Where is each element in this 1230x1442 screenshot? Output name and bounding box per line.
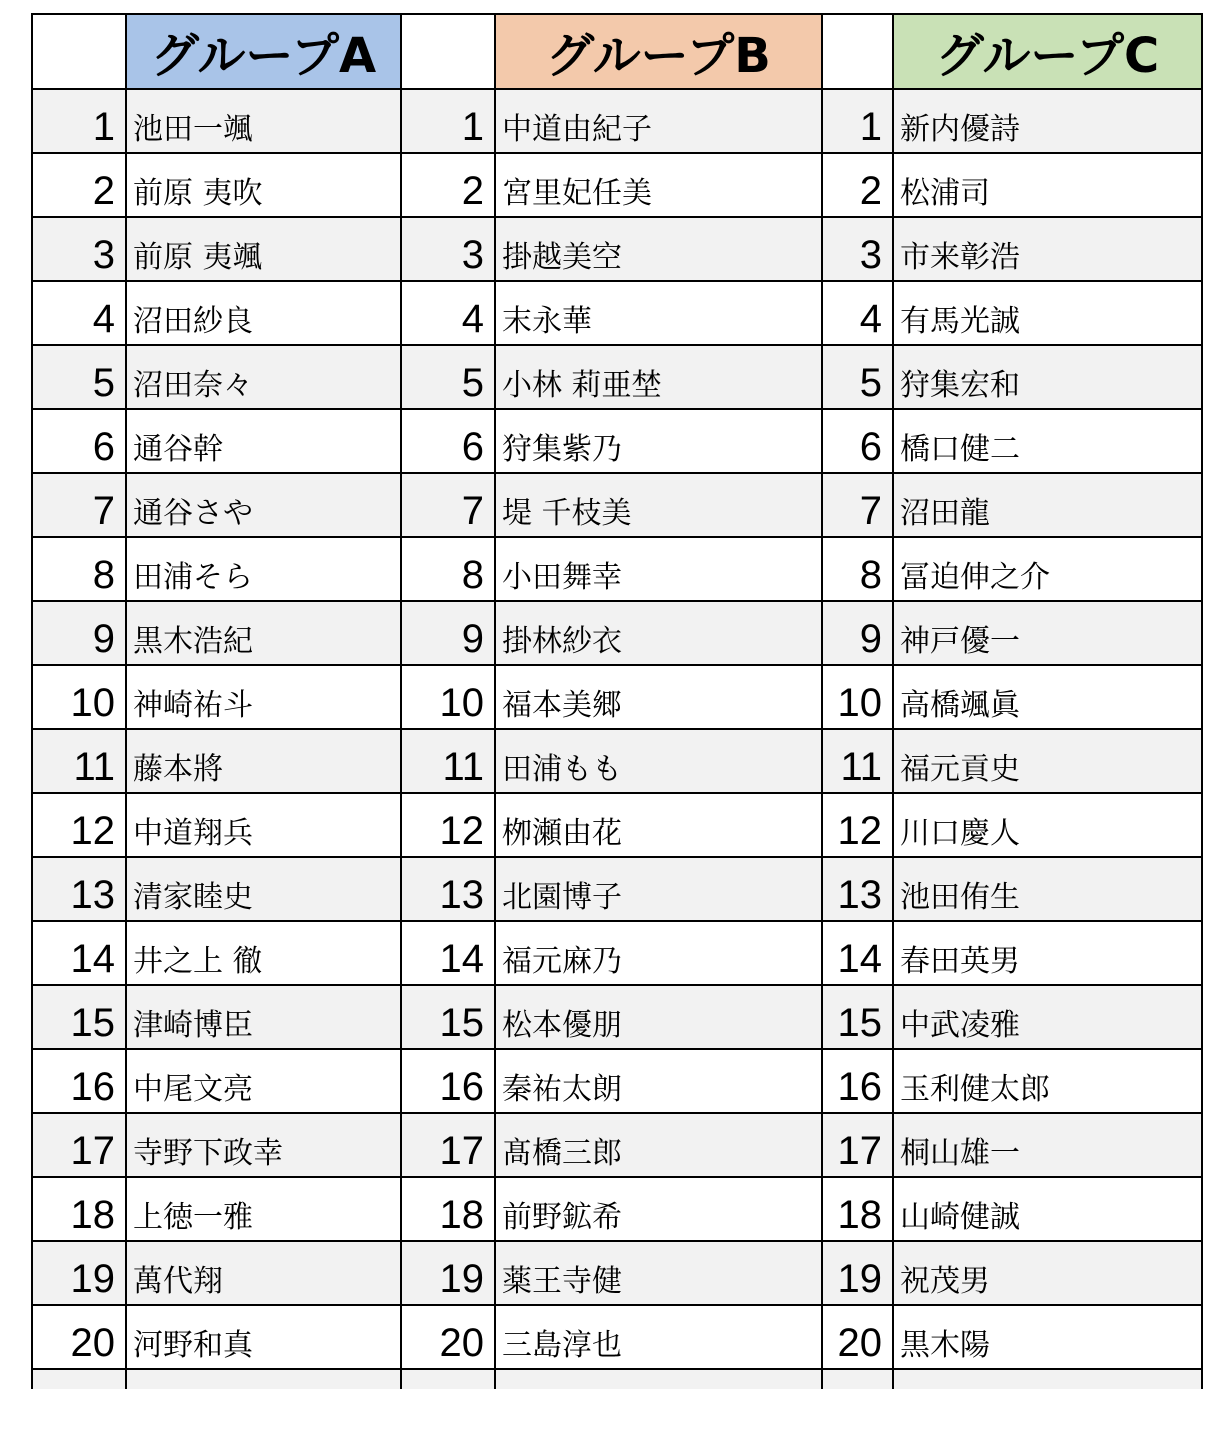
group-c-name-cell: 新内優詩	[893, 89, 1202, 153]
header-blank-cell-c	[822, 14, 893, 89]
group-b-number-cell: 20	[401, 1305, 495, 1369]
group-b-number-cell: 8	[401, 537, 495, 601]
group-c-name-cell: 黒木陽	[893, 1305, 1202, 1369]
group-c-name-cell: 山崎健誠	[893, 1177, 1202, 1241]
group-b-number-cell: 9	[401, 601, 495, 665]
table-row	[32, 473, 1202, 537]
group-b-name-cell: 小林 莉亜埜	[495, 345, 822, 409]
group-c-name-cell: 福元貢史	[893, 729, 1202, 793]
group-c-number-cell: 6	[822, 409, 893, 473]
group-c-name-cell: 沼田龍	[893, 473, 1202, 537]
group-c-name-cell: 市来彰浩	[893, 217, 1202, 281]
group-c-number-cell: 7	[822, 473, 893, 537]
group-a-name-cell: 津崎博臣	[126, 985, 401, 1049]
group-roster-table	[31, 13, 1203, 1389]
group-c-number-cell: 2	[822, 153, 893, 217]
group-c-number-cell: 3	[822, 217, 893, 281]
group-a-name-cell: 沼田紗良	[126, 281, 401, 345]
table-row	[32, 281, 1202, 345]
group-a-number-cell: 6	[32, 409, 126, 473]
group-b-name-cell: 三島淳也	[495, 1305, 822, 1369]
group-b-name-cell: 福元麻乃	[495, 921, 822, 985]
group-c-number-cell: 16	[822, 1049, 893, 1113]
group-c-name-cell: 冨迫伸之介	[893, 537, 1202, 601]
group-c-number-cell: 19	[822, 1241, 893, 1305]
group-a-number-cell: 9	[32, 601, 126, 665]
group-c-name-cell: 祝茂男	[893, 1241, 1202, 1305]
header-blank-cell-a	[32, 14, 126, 89]
group-a-number-cell: 17	[32, 1113, 126, 1177]
group-b-name-cell: 田浦もも	[495, 729, 822, 793]
table-row	[32, 1305, 1202, 1369]
group-a-name-cell: 藤本將	[126, 729, 401, 793]
group-c-name-cell: 神戸優一	[893, 601, 1202, 665]
group-a-name-cell: 通谷さや	[126, 473, 401, 537]
table-row	[32, 89, 1202, 153]
group-b-name-cell: 小田舞幸	[495, 537, 822, 601]
group-c-name-cell: 高橋颯眞	[893, 665, 1202, 729]
group-b-number-cell: 1	[401, 89, 495, 153]
group-c-number-cell: 12	[822, 793, 893, 857]
group-a-name-cell: 中尾文亮	[126, 1049, 401, 1113]
group-a-number-cell: 7	[32, 473, 126, 537]
group-c-number-cell: 15	[822, 985, 893, 1049]
group-c-header: グループC	[893, 14, 1202, 89]
group-a-name-cell: 清家睦史	[126, 857, 401, 921]
group-c-name-cell: 桐山雄一	[893, 1113, 1202, 1177]
group-b-number-cell: 7	[401, 473, 495, 537]
group-b-name-cell: 掛越美空	[495, 217, 822, 281]
group-b-name-cell: 末永華	[495, 281, 822, 345]
group-b-name-cell: 福本美郷	[495, 665, 822, 729]
group-a-name-cell: 神崎祐斗	[126, 665, 401, 729]
group-a-name-cell: 萬代翔	[126, 1241, 401, 1305]
group-b-number-cell: 12	[401, 793, 495, 857]
group-b-number-cell: 3	[401, 217, 495, 281]
group-c-number-cell: 11	[822, 729, 893, 793]
group-b-number-cell: 14	[401, 921, 495, 985]
empty-cell	[822, 1369, 893, 1389]
group-b-number-cell: 16	[401, 1049, 495, 1113]
table-row	[32, 409, 1202, 473]
table-row	[32, 665, 1202, 729]
table-row-partial	[32, 1369, 1202, 1389]
group-b-number-cell: 18	[401, 1177, 495, 1241]
group-b-number-cell: 11	[401, 729, 495, 793]
group-a-number-cell: 14	[32, 921, 126, 985]
group-a-number-cell: 3	[32, 217, 126, 281]
group-a-number-cell: 19	[32, 1241, 126, 1305]
group-b-number-cell: 6	[401, 409, 495, 473]
group-b-number-cell: 15	[401, 985, 495, 1049]
group-b-name-cell: 北園博子	[495, 857, 822, 921]
group-b-name-cell: 前野鉱希	[495, 1177, 822, 1241]
group-b-name-cell: 宮里妃任美	[495, 153, 822, 217]
group-a-name-cell: 通谷幹	[126, 409, 401, 473]
group-a-name-cell: 前原 夷颯	[126, 217, 401, 281]
group-a-number-cell: 12	[32, 793, 126, 857]
empty-cell	[32, 1369, 126, 1389]
table-row	[32, 1113, 1202, 1177]
table-row	[32, 921, 1202, 985]
group-a-name-cell: 沼田奈々	[126, 345, 401, 409]
group-c-number-cell: 5	[822, 345, 893, 409]
group-c-name-cell: 池田侑生	[893, 857, 1202, 921]
group-a-number-cell: 15	[32, 985, 126, 1049]
group-a-name-cell: 河野和真	[126, 1305, 401, 1369]
table-row	[32, 601, 1202, 665]
group-b-number-cell: 17	[401, 1113, 495, 1177]
group-b-name-cell: 栁瀬由花	[495, 793, 822, 857]
table-row	[32, 1241, 1202, 1305]
group-c-name-cell: 松浦司	[893, 153, 1202, 217]
table-row	[32, 217, 1202, 281]
group-a-number-cell: 5	[32, 345, 126, 409]
group-b-number-cell: 13	[401, 857, 495, 921]
empty-cell	[495, 1369, 822, 1389]
group-c-name-cell: 有馬光誠	[893, 281, 1202, 345]
header-row	[32, 14, 1202, 89]
group-b-name-cell: 秦祐太朗	[495, 1049, 822, 1113]
group-a-number-cell: 20	[32, 1305, 126, 1369]
group-b-name-cell: 中道由紀子	[495, 89, 822, 153]
group-c-name-cell: 狩集宏和	[893, 345, 1202, 409]
group-b-number-cell: 5	[401, 345, 495, 409]
group-a-number-cell: 18	[32, 1177, 126, 1241]
group-c-number-cell: 17	[822, 1113, 893, 1177]
group-c-number-cell: 10	[822, 665, 893, 729]
group-a-name-cell: 井之上 徹	[126, 921, 401, 985]
group-c-name-cell: 春田英男	[893, 921, 1202, 985]
group-b-number-cell: 19	[401, 1241, 495, 1305]
table-row	[32, 985, 1202, 1049]
group-b-name-cell: 髙橋三郎	[495, 1113, 822, 1177]
group-b-name-cell: 狩集紫乃	[495, 409, 822, 473]
group-b-number-cell: 2	[401, 153, 495, 217]
group-a-number-cell: 2	[32, 153, 126, 217]
group-a-name-cell: 池田一颯	[126, 89, 401, 153]
group-a-header: グループA	[126, 14, 401, 89]
table-row	[32, 1177, 1202, 1241]
empty-cell	[893, 1369, 1202, 1389]
group-c-number-cell: 1	[822, 89, 893, 153]
group-a-number-cell: 16	[32, 1049, 126, 1113]
group-a-number-cell: 10	[32, 665, 126, 729]
group-b-name-cell: 薬王寺健	[495, 1241, 822, 1305]
empty-cell	[401, 1369, 495, 1389]
group-c-number-cell: 8	[822, 537, 893, 601]
group-a-name-cell: 上徳一雅	[126, 1177, 401, 1241]
table-row	[32, 729, 1202, 793]
table-row	[32, 537, 1202, 601]
group-c-number-cell: 14	[822, 921, 893, 985]
group-c-number-cell: 20	[822, 1305, 893, 1369]
group-c-number-cell: 13	[822, 857, 893, 921]
group-a-name-cell: 中道翔兵	[126, 793, 401, 857]
table-row	[32, 1049, 1202, 1113]
group-a-number-cell: 13	[32, 857, 126, 921]
group-b-name-cell: 堤 千枝美	[495, 473, 822, 537]
group-c-number-cell: 9	[822, 601, 893, 665]
table-row	[32, 345, 1202, 409]
group-a-name-cell: 田浦そら	[126, 537, 401, 601]
group-c-name-cell: 中武凌雅	[893, 985, 1202, 1049]
group-b-name-cell: 掛林紗衣	[495, 601, 822, 665]
group-c-number-cell: 4	[822, 281, 893, 345]
group-a-number-cell: 8	[32, 537, 126, 601]
group-b-number-cell: 4	[401, 281, 495, 345]
table-row	[32, 857, 1202, 921]
group-b-header: グループB	[495, 14, 822, 89]
group-b-name-cell: 松本優朋	[495, 985, 822, 1049]
header-blank-cell-b	[401, 14, 495, 89]
group-a-name-cell: 前原 夷吹	[126, 153, 401, 217]
group-a-number-cell: 4	[32, 281, 126, 345]
empty-cell	[126, 1369, 401, 1389]
group-a-number-cell: 1	[32, 89, 126, 153]
group-b-number-cell: 10	[401, 665, 495, 729]
group-c-name-cell: 橋口健二	[893, 409, 1202, 473]
group-a-number-cell: 11	[32, 729, 126, 793]
group-c-name-cell: 玉利健太郎	[893, 1049, 1202, 1113]
group-a-name-cell: 黒木浩紀	[126, 601, 401, 665]
table-row	[32, 153, 1202, 217]
group-c-number-cell: 18	[822, 1177, 893, 1241]
group-c-name-cell: 川口慶人	[893, 793, 1202, 857]
group-a-name-cell: 寺野下政幸	[126, 1113, 401, 1177]
table-row	[32, 793, 1202, 857]
